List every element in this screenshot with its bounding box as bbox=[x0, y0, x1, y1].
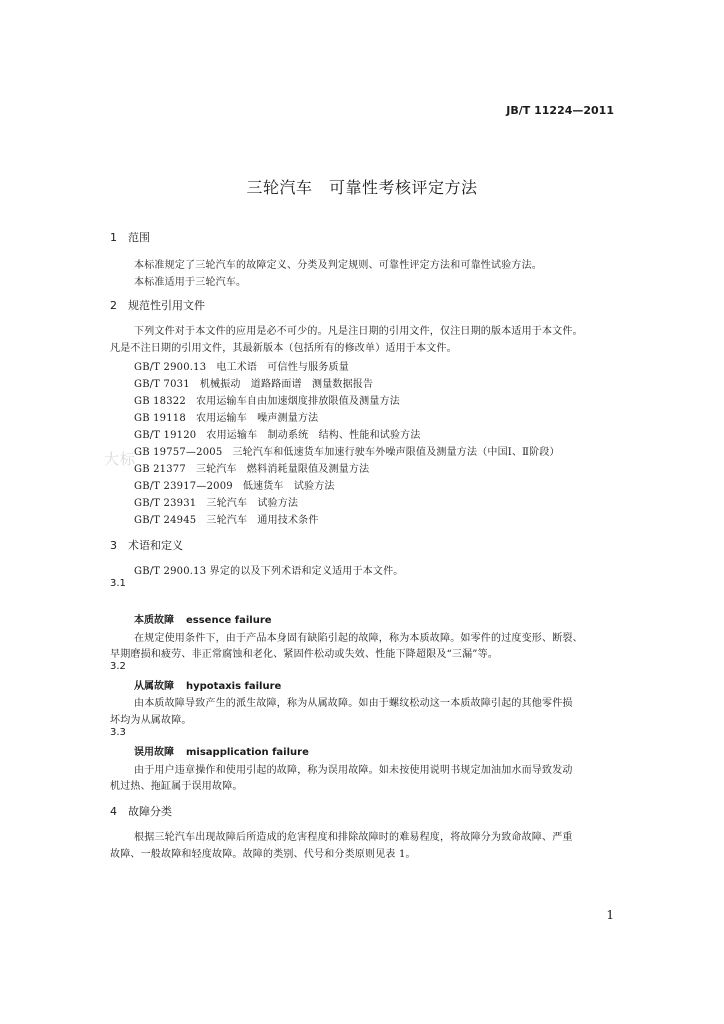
reference-code: GB/T 19120 bbox=[134, 430, 197, 441]
clause-number: 3.1 bbox=[110, 578, 126, 589]
term-definition: 机过热、拖缸属于误用故障。 bbox=[110, 781, 243, 792]
term-definition: 在规定使用条件下，由于产品本身固有缺陷引起的故障，称为本质故障。如零件的过度变形、断裂、 bbox=[134, 633, 583, 644]
reference-item bbox=[134, 409, 318, 424]
reference-item bbox=[134, 477, 335, 492]
section-title: 故障分类 bbox=[128, 805, 172, 818]
term-name-cn: 从属故障 bbox=[134, 681, 174, 692]
section-number: 1 bbox=[110, 231, 117, 244]
reference-code: GB 18322 bbox=[134, 396, 186, 407]
reference-code: GB/T 7031 bbox=[134, 379, 190, 390]
reference-item bbox=[134, 375, 373, 390]
term-definition: 坏均为从属故障。 bbox=[110, 715, 192, 726]
section-heading-4 bbox=[110, 803, 172, 819]
section-heading-3 bbox=[110, 537, 183, 553]
term-heading bbox=[134, 743, 309, 758]
paragraph: GB/T 2900.13 界定的以及下列术语和定义适用于本文件。 bbox=[134, 566, 404, 577]
page-number: 1 bbox=[606, 908, 614, 922]
reference-title: 机械振动 道路路面谱 测量数据报告 bbox=[199, 379, 374, 390]
reference-code: GB/T 24945 bbox=[134, 515, 197, 526]
reference-title: 三轮汽车 通用技术条件 bbox=[206, 515, 319, 526]
section-title: 范围 bbox=[128, 231, 150, 244]
reference-item bbox=[134, 494, 298, 509]
reference-title: 农用运输车 噪声测量方法 bbox=[195, 413, 319, 424]
reference-title: 三轮汽车 燃料消耗量限值及测量方法 bbox=[195, 464, 370, 475]
paragraph: 本标准规定了三轮汽车的故障定义、分类及判定规则、可靠性评定方法和可靠性试验方法。 bbox=[134, 260, 542, 271]
reference-code: GB 19118 bbox=[134, 413, 186, 424]
section-number: 4 bbox=[110, 805, 117, 818]
term-name-en: misapplication failure bbox=[186, 747, 309, 758]
reference-code: GB/T 23931 bbox=[134, 498, 197, 509]
paragraph: 本标准适用于三轮汽车。 bbox=[134, 277, 247, 288]
section-title: 规范性引用文件 bbox=[128, 299, 205, 312]
reference-title: 低速货车 试验方法 bbox=[242, 481, 335, 492]
reference-item bbox=[134, 426, 421, 441]
reference-item bbox=[134, 358, 349, 373]
paragraph: 根据三轮汽车出现故障后所造成的危害程度和排除故障时的难易程度，将故障分为致命故障、严重 bbox=[134, 832, 573, 843]
term-heading bbox=[134, 677, 281, 692]
clause-number: 3.2 bbox=[110, 661, 126, 672]
term-definition: 由于用户违章操作和使用引起的故障，称为误用故障。如未按使用说明书规定加油加水而导致发动 bbox=[134, 765, 573, 776]
term-name-en: hypotaxis failure bbox=[186, 681, 282, 692]
watermark: 大标 bbox=[104, 450, 137, 468]
section-number: 2 bbox=[110, 299, 117, 312]
term-definition: 由本质故障导致产生的派生故障，称为从属故障。如由于螺纹松动这一本质故障引起的其他零件损 bbox=[134, 698, 573, 709]
term-name-cn: 本质故障 bbox=[134, 615, 174, 626]
term-definition: 早期磨损和疲劳、非正常腐蚀和老化、紧固件松动或失效、性能下降超限及“三漏”等。 bbox=[110, 649, 499, 660]
reference-title: 农用运输车 制动系统 结构、性能和试验方法 bbox=[206, 430, 421, 441]
section-title: 术语和定义 bbox=[128, 539, 183, 552]
standard-number: JB/T 11224—2011 bbox=[506, 104, 614, 117]
document-title: 三轮汽车 可靠性考核评定方法 bbox=[246, 178, 478, 197]
section-heading-2 bbox=[110, 297, 205, 313]
paragraph: 凡是不注日期的引用文件，其最新版本（包括所有的修改单）适用于本文件。 bbox=[110, 343, 457, 354]
term-heading bbox=[134, 611, 272, 626]
reference-title: 三轮汽车 试验方法 bbox=[206, 498, 299, 509]
section-number: 3 bbox=[110, 539, 117, 552]
reference-item bbox=[134, 460, 369, 475]
clause-number: 3.3 bbox=[110, 727, 126, 738]
reference-item bbox=[134, 443, 560, 458]
reference-item bbox=[134, 511, 319, 526]
reference-code: GB/T 23917—2009 bbox=[134, 481, 233, 492]
reference-title: 三轮汽车和低速货车加速行驶车外噪声限值及测量方法（中国Ⅰ、Ⅱ阶段） bbox=[232, 447, 560, 458]
term-name-cn: 误用故障 bbox=[134, 747, 174, 758]
section-heading-1 bbox=[110, 229, 150, 245]
term-name-en: essence failure bbox=[186, 615, 272, 626]
reference-title: 农用运输车自由加速烟度排放限值及测量方法 bbox=[195, 396, 400, 407]
reference-code: GB/T 2900.13 bbox=[134, 362, 207, 373]
reference-item bbox=[134, 392, 400, 407]
reference-code: GB 21377 bbox=[134, 464, 186, 475]
paragraph: 下列文件对于本文件的应用是必不可少的。凡是注日期的引用文件，仅注日期的版本适用于本文件。 bbox=[134, 326, 583, 337]
reference-title: 电工术语 可信性与服务质量 bbox=[216, 362, 349, 373]
paragraph: 故障、一般故障和轻度故障。故障的类别、代号和分类原则见表 1。 bbox=[110, 849, 416, 860]
reference-code: GB 19757—2005 bbox=[134, 447, 223, 458]
